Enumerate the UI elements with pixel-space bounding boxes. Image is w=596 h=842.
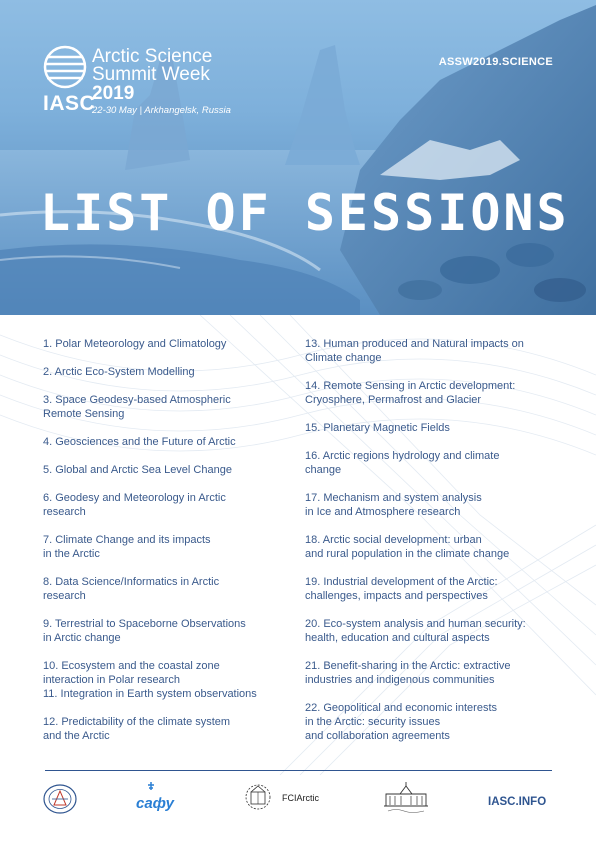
list-item: 15. Planetary Magnetic Fields (305, 422, 450, 434)
site-url-link[interactable]: ASSW2019.SCIENCE (438, 56, 553, 68)
list-item: 14. Remote Sensing in Arctic development: Cryosphere, Permafrost and Glacier (305, 380, 516, 406)
list-item: 17. Mechanism and system analysis in Ice and Atmosphere research (305, 492, 482, 518)
list-item: 18. Arctic social development: urban and rural population in the climate change (305, 534, 510, 560)
fciarctic-emblem-icon (236, 782, 280, 812)
list-item: 11. Integration in Earth system observations (43, 688, 257, 700)
list-item: 21. Benefit-sharing in the Arctic: extractive industries and indigenous communities (305, 660, 511, 686)
list-item: 16. Arctic regions hydrology and climate change (305, 450, 500, 476)
list-item: 2. Arctic Eco-System Modelling (43, 366, 195, 378)
list-item: 7. Climate Change and its impacts in the Arctic (43, 534, 211, 560)
page-title: LIST OF SESSIONS (40, 184, 570, 242)
fciarctic-label: FCIArctic (282, 793, 319, 803)
hero-banner (0, 0, 596, 315)
footer-divider (45, 770, 552, 771)
logo-dates: 22-30 May | Arkhangelsk, Russia (92, 105, 231, 116)
assw-logo (42, 45, 272, 120)
list-item: 10. Ecosystem and the coastal zone interaction in Polar research (43, 660, 220, 686)
list-item: 4. Geosciences and the Future of Arctic (43, 436, 236, 448)
list-item: 12. Predictability of the climate system and the Arctic (43, 716, 231, 742)
list-item: 9. Terrestrial to Spaceborne Observations in Arctic change (43, 618, 246, 644)
iasc-info-link[interactable]: IASC.INFO (488, 796, 547, 808)
university-seal-icon (42, 783, 78, 815)
svg-text:сафу: сафу (136, 795, 174, 812)
list-item: 22. Geopolitical and economic interests in the Arctic: security issues and collaboration agreements (305, 702, 497, 742)
list-item: 8. Data Science/Informatics in Arctic research (43, 576, 220, 602)
list-item: 3. Space Geodesy-based Atmospheric Remote Sensing (43, 394, 231, 420)
institution-building-icon (380, 780, 432, 814)
list-item: 6. Geodesy and Meteorology in Arctic research (43, 492, 226, 518)
list-item: 19. Industrial development of the Arctic: challenges, impacts and perspectives (305, 576, 498, 602)
logo-abbr: IASC (43, 92, 96, 115)
logo-title-line2: Summit Week (92, 64, 210, 85)
logo-year: 2019 (92, 83, 135, 104)
list-item: 13. Human produced and Natural impacts on Climate change (305, 338, 524, 364)
list-item: 5. Global and Arctic Sea Level Change (43, 464, 232, 476)
list-item: 20. Eco-system analysis and human security: health, education and cultural aspects (305, 618, 526, 644)
narfu-logo-icon (135, 780, 175, 812)
logo-title-line1: Arctic Science (92, 46, 213, 67)
list-item: 1. Polar Meteorology and Climatology (43, 338, 227, 350)
iasc-globe-icon (42, 45, 88, 89)
